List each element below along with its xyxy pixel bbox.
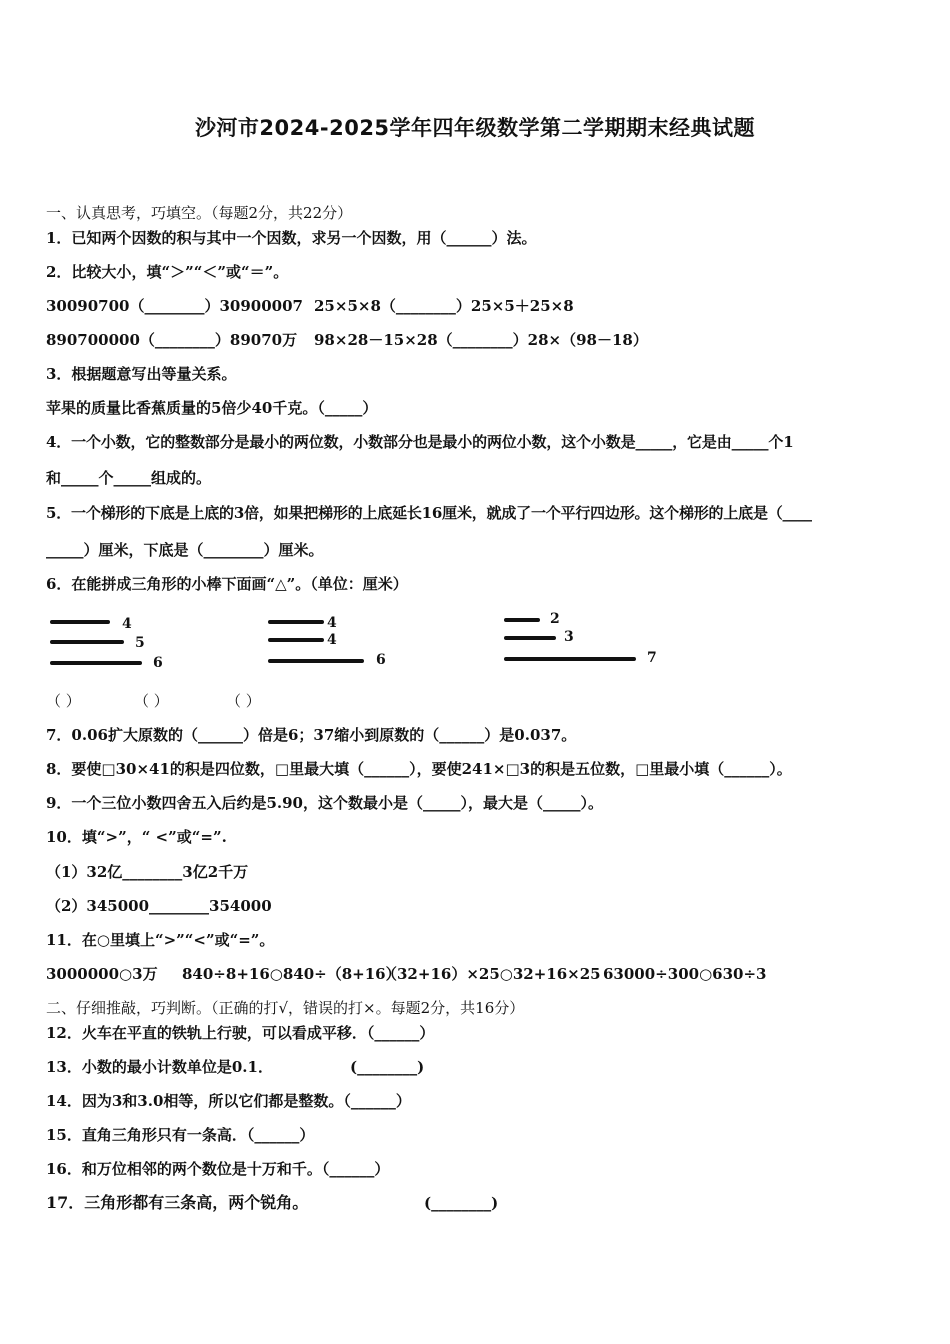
question-8: 8．要使□30×41的积是四位数，□里最大填（______），要使241×□3的积是五位数，□里最小填（______）。 — [46, 760, 792, 778]
question-10: 10．填“>”，“ <”或“=”. — [46, 828, 227, 846]
stick-length-label: 6 — [153, 655, 163, 671]
question-11: 11．在○里填上“>”“<”或“=”。 — [46, 931, 275, 949]
question-2: 2．比较大小，填“＞”“＜”或“＝”。 — [46, 263, 289, 281]
stick — [268, 638, 324, 642]
question-17: 17．三角形都有三条高，两个锐角。 — [46, 1193, 309, 1212]
question-15: 15．直角三角形只有一条高．（______） — [46, 1126, 315, 1144]
question-10-part-1: （1）32亿________3亿2千万 — [46, 863, 249, 881]
stick — [504, 657, 636, 661]
question-2-row-2-left: 890700000（________）89070万 — [46, 331, 298, 349]
section-1-heading: 一、认真思考，巧填空。（每题2分，共22分） — [46, 204, 353, 222]
question-10-part-2: （2）345000________354000 — [46, 897, 272, 915]
question-11-item: 3000000○3万 — [46, 965, 158, 983]
answer-slot: （ ） — [46, 692, 81, 710]
question-11-item: （32+16）×25○32+16×25 — [382, 965, 601, 983]
stick-length-label: 5 — [135, 635, 145, 651]
page-title: 沙河市2024-2025学年四年级数学第二学期期末经典试题 — [194, 116, 756, 140]
question-14: 14．因为3和3.0相等，所以它们都是整数。（______） — [46, 1092, 411, 1110]
question-3: 3．根据题意写出等量关系。 — [46, 365, 237, 383]
stick-length-label: 3 — [564, 629, 574, 645]
question-5-line-2: _____）厘米，下底是（________）厘米。 — [46, 541, 324, 559]
question-17-blank: (________) — [424, 1194, 499, 1212]
question-6: 6．在能拼成三角形的小棒下面画“△”。（单位：厘米） — [46, 575, 408, 593]
stick — [50, 661, 142, 665]
question-13-blank: (________) — [350, 1058, 425, 1076]
stick-length-label: 6 — [376, 652, 386, 668]
stick-length-label: 7 — [647, 650, 657, 666]
question-2-row-2-right: 98×28－15×28（________）28×（98－18） — [314, 331, 648, 349]
stick — [50, 620, 110, 624]
question-4-line-2: 和_____个_____组成的。 — [46, 469, 212, 487]
question-2-row-1-right: 25×5×8（________）25×5＋25×8 — [314, 297, 574, 315]
stick — [268, 620, 324, 624]
answer-slot: （ ） — [134, 692, 169, 710]
question-13: 13．小数的最小计数单位是0.1． — [46, 1058, 273, 1076]
question-2-row-1-left: 30090700（________）30900007 — [46, 297, 303, 315]
question-12: 12．火车在平直的铁轨上行驶，可以看成平移．（______） — [46, 1024, 435, 1042]
stick — [268, 659, 364, 663]
stick-length-label: 2 — [550, 611, 560, 627]
question-4-line-1: 4．一个小数，它的整数部分是最小的两位数，小数部分也是最小的两位小数，这个小数是_____，它是由_____个1 — [46, 433, 794, 451]
stick — [50, 640, 124, 644]
question-16: 16．和万位相邻的两个数位是十万和千。（______） — [46, 1160, 390, 1178]
question-1: 1．已知两个因数的积与其中一个因数，求另一个因数，用（______）法。 — [46, 229, 537, 247]
question-11-item: 840÷8+16○840÷（8+16） — [182, 965, 401, 983]
question-9: 9．一个三位小数四舍五入后约是5.90，这个数最小是（_____），最大是（_____）。 — [46, 794, 603, 812]
question-5-line-1: 5．一个梯形的下底是上底的3倍，如果把梯形的上底延长16厘米，就成了一个平行四边形。这个梯形的上底是（____ — [46, 504, 812, 522]
stick-length-label: 4 — [327, 632, 337, 648]
question-7: 7．0.06扩大原数的（______）倍是6；37缩小到原数的（______）是0.037。 — [46, 726, 577, 744]
stick — [504, 618, 540, 622]
question-11-item: 63000÷300○630÷3 — [603, 965, 767, 983]
section-2-heading: 二、仔细推敲，巧判断。（正确的打√，错误的打×。每题2分，共16分） — [46, 999, 525, 1017]
stick — [504, 636, 556, 640]
question-3-sub: 苹果的质量比香蕉质量的5倍少40千克。（_____） — [46, 399, 378, 417]
stick-length-label: 4 — [122, 616, 132, 632]
answer-slot: （ ） — [226, 692, 261, 710]
stick-length-label: 4 — [327, 615, 337, 631]
